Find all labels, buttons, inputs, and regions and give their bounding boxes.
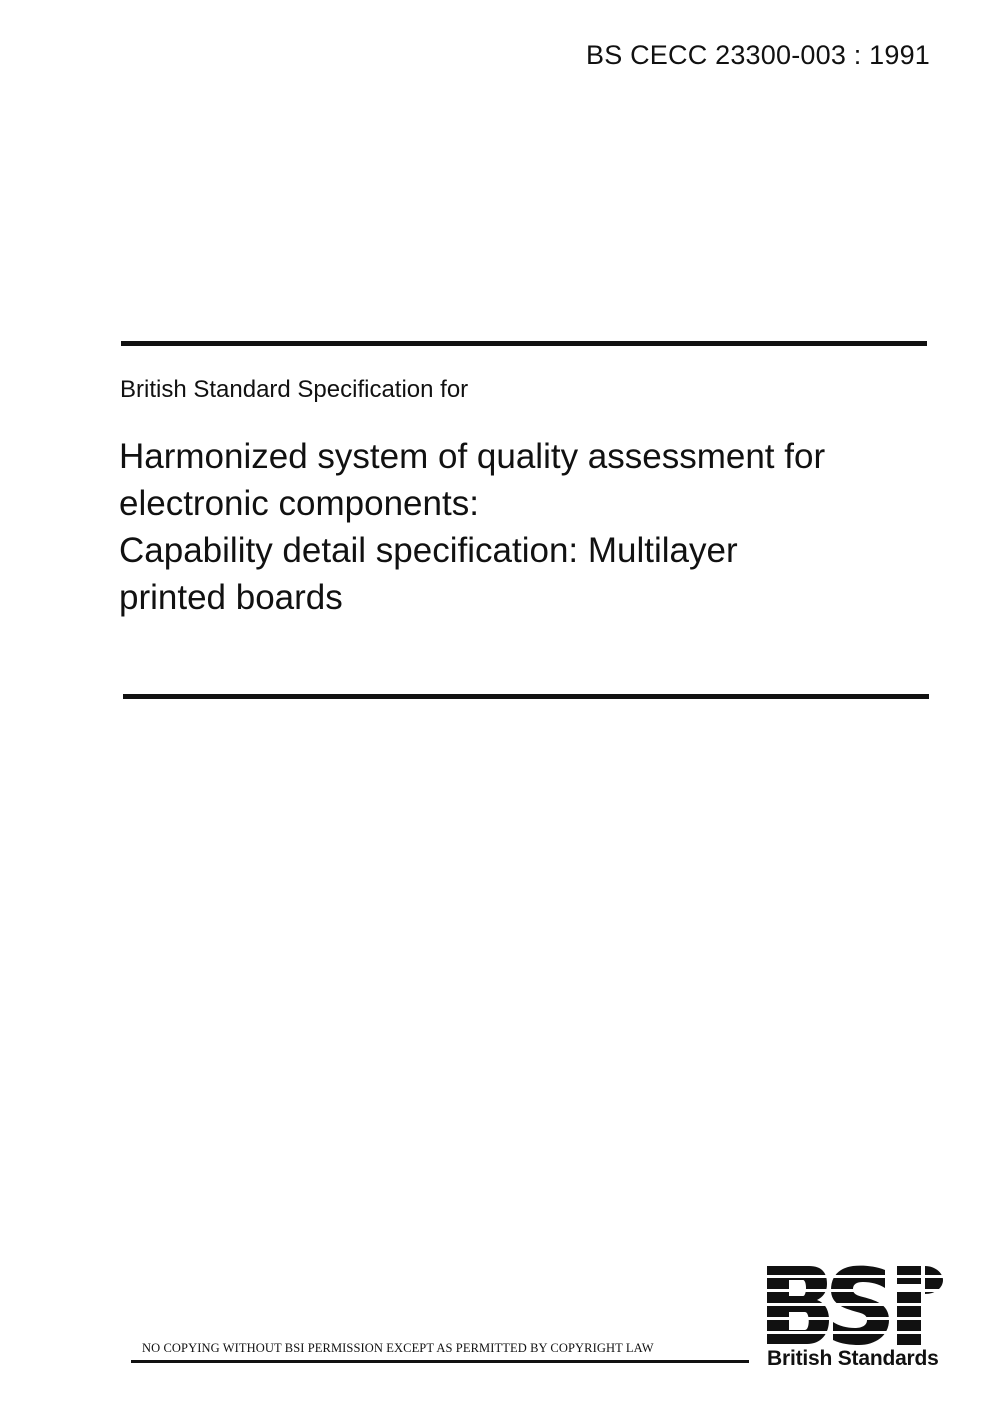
top-divider [121, 341, 927, 346]
document-number: BS CECC 23300-003 : 1991 [585, 40, 930, 70]
title-line: electronic components: [119, 484, 479, 523]
copyright-notice: NO COPYING WITHOUT BSI PERMISSION EXCEPT AS PERMITTED BY COPYRIGHT LAW [142, 1341, 654, 1355]
title-line: Capability detail specification: Multilayer [119, 531, 738, 570]
copyright-underline [131, 1360, 749, 1363]
bsi-logo [765, 1264, 945, 1374]
bsi-logo-caption: British Standards [767, 1347, 939, 1370]
bottom-divider [123, 694, 929, 699]
title-line: printed boards [119, 578, 343, 617]
document-title [119, 433, 939, 621]
bsi-logo-mark-icon [765, 1264, 945, 1346]
specification-label: British Standard Specification for [120, 376, 469, 403]
title-line: Harmonized system of quality assessment for [119, 437, 826, 476]
